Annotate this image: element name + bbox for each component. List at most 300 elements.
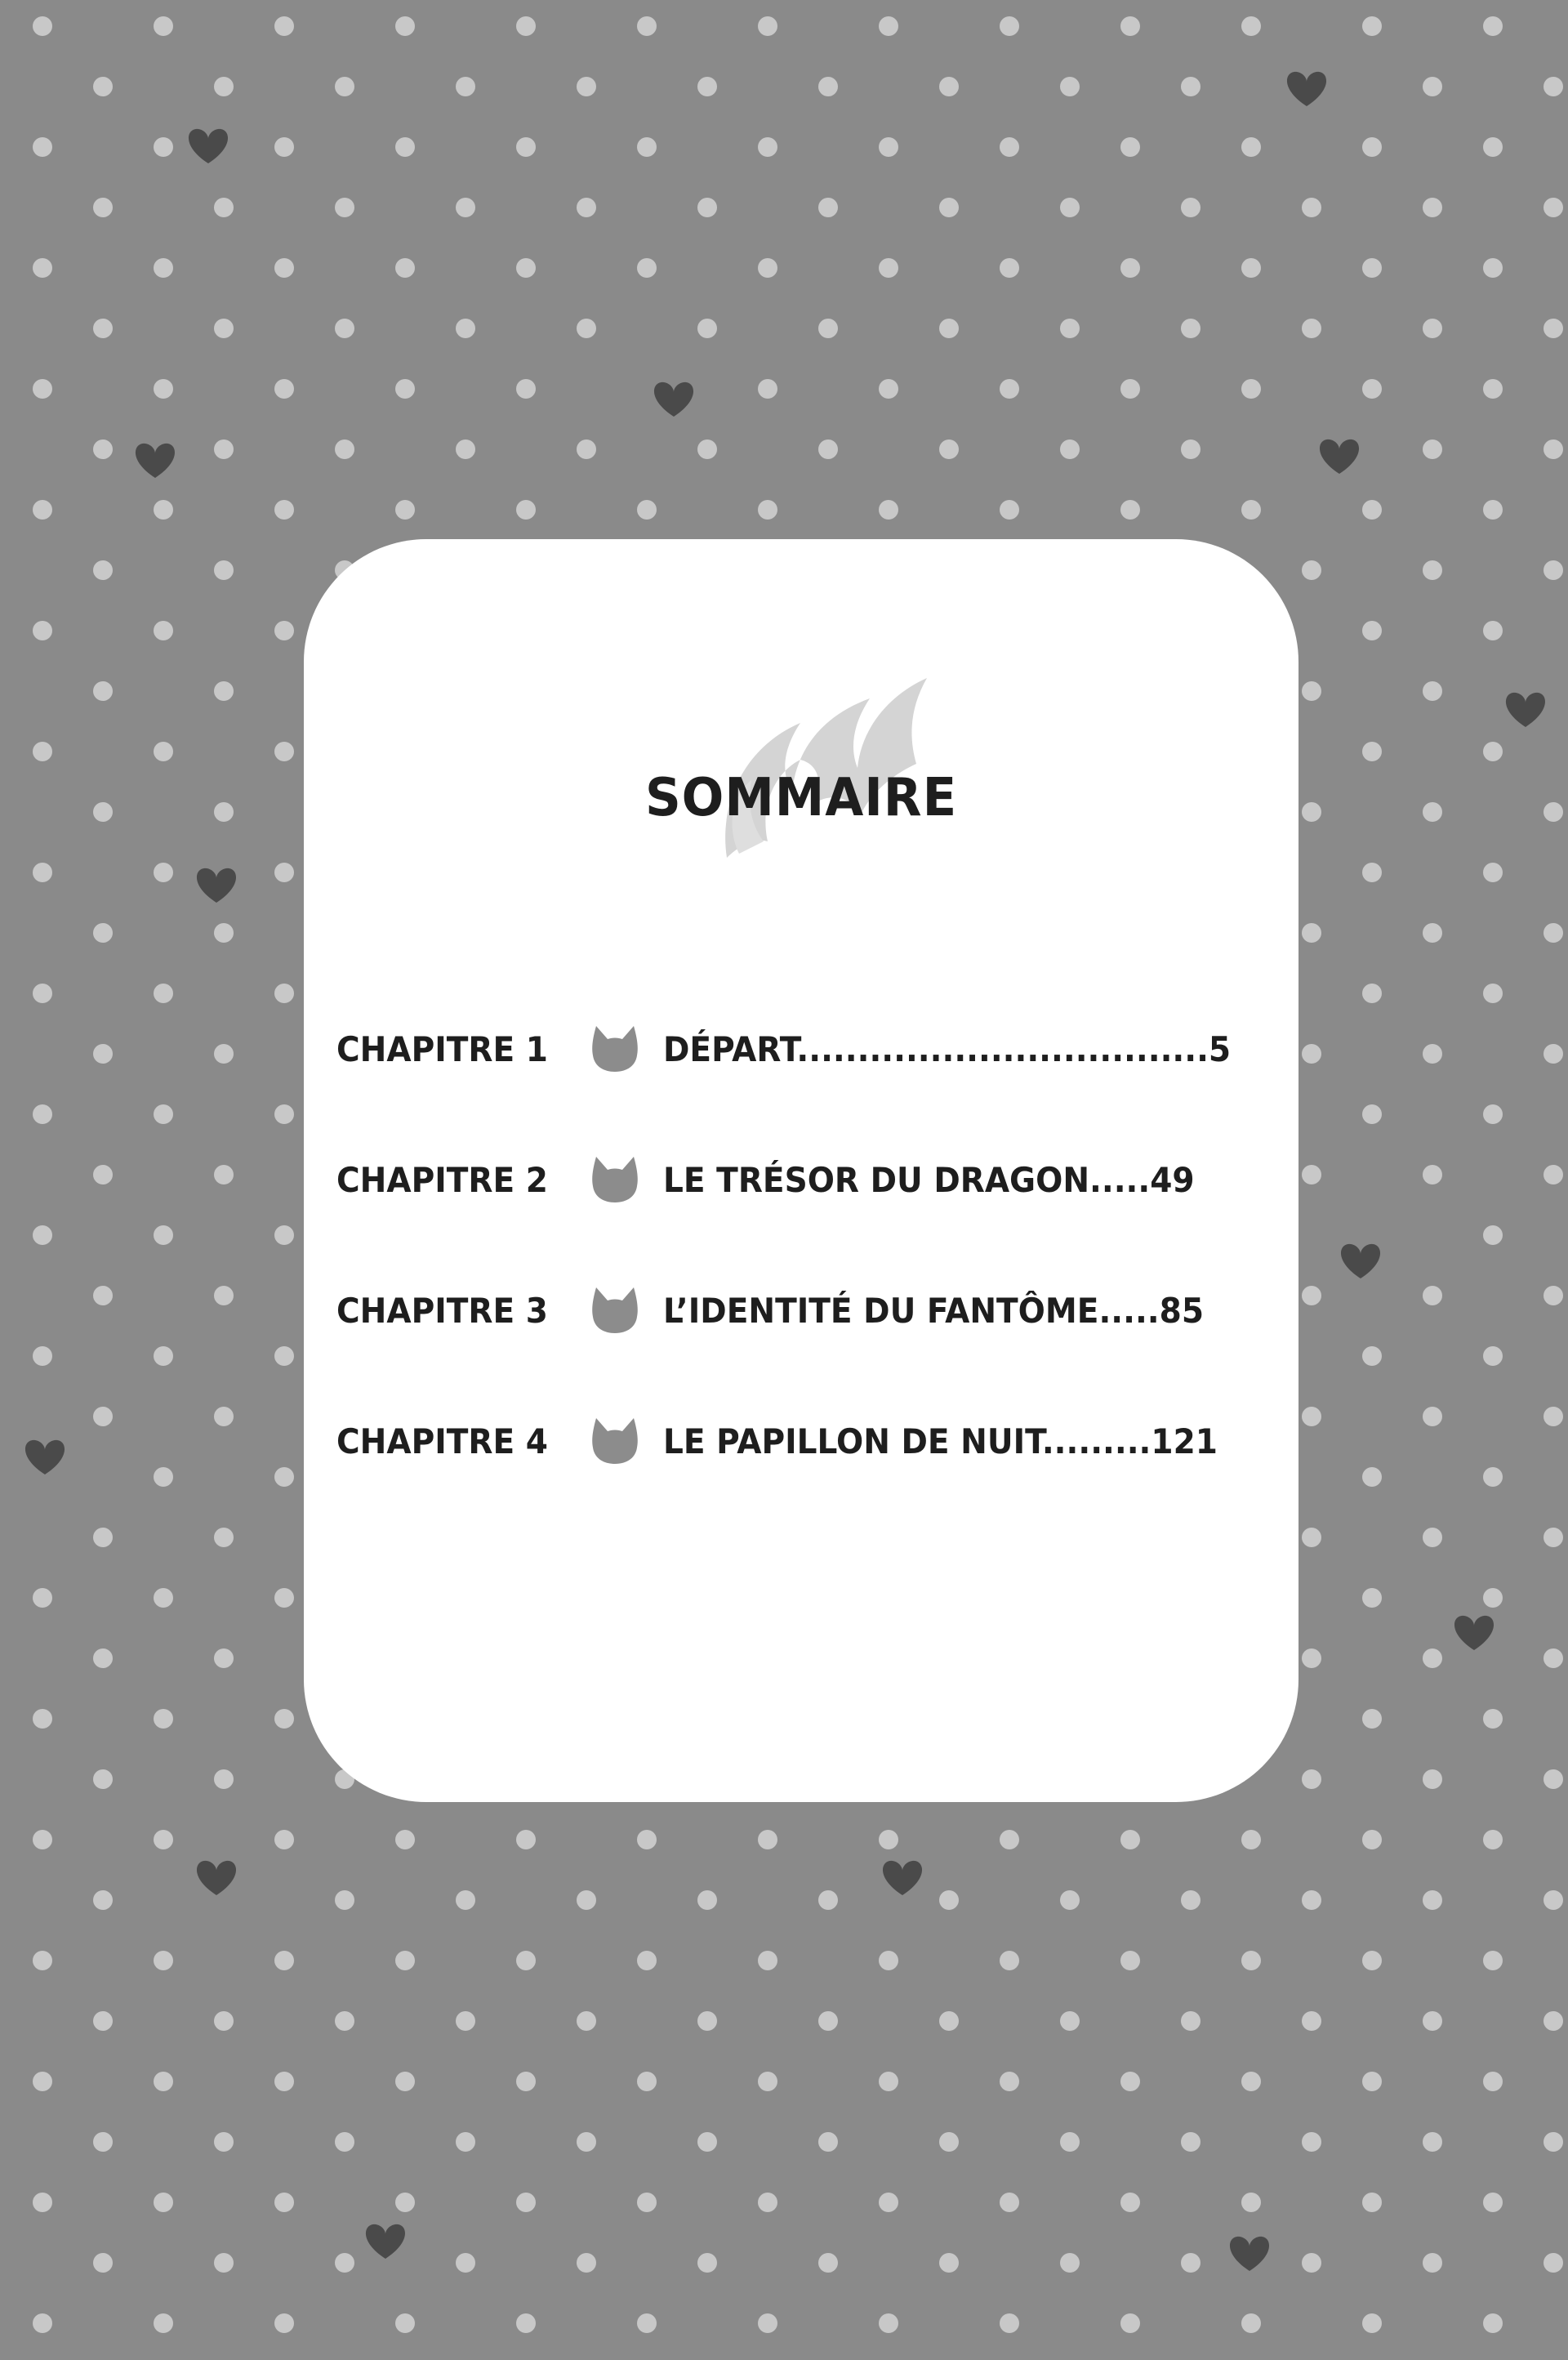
polka-dot: [274, 2072, 294, 2091]
polka-dot: [939, 77, 959, 96]
polka-dot: [335, 198, 354, 217]
polka-dot: [879, 2072, 898, 2091]
polka-dot: [697, 439, 717, 459]
polka-dot: [1423, 1528, 1442, 1547]
polka-dot: [154, 258, 173, 278]
polka-dot: [1181, 319, 1200, 338]
polka-dot: [93, 1890, 113, 1910]
polka-dot: [516, 1830, 536, 1849]
polka-dot: [274, 1951, 294, 1970]
polka-dot: [1423, 77, 1442, 96]
polka-dot: [1544, 1890, 1563, 1910]
polka-dot: [879, 500, 898, 520]
chapter-entry: [663, 1421, 1218, 1461]
polka-dot: [637, 2193, 657, 2212]
polka-dot: [637, 16, 657, 36]
polka-dot: [154, 2193, 173, 2212]
polka-dot: [1120, 2193, 1140, 2212]
polka-dot: [1302, 802, 1321, 822]
heart-icon: [197, 868, 236, 903]
polka-dot: [1483, 1225, 1503, 1245]
polka-dot: [697, 198, 717, 217]
heart-icon: [883, 1861, 922, 1895]
polka-dot: [516, 1951, 536, 1970]
polka-dot: [214, 1286, 234, 1305]
polka-dot: [154, 1346, 173, 1366]
polka-dot: [818, 77, 838, 96]
polka-dot: [335, 1890, 354, 1910]
polka-dot: [33, 1225, 52, 1245]
polka-dot: [214, 1648, 234, 1668]
polka-dot: [214, 681, 234, 701]
polka-dot: [879, 258, 898, 278]
polka-dot: [818, 439, 838, 459]
polka-dot: [1544, 1165, 1563, 1184]
polka-dot: [154, 2072, 173, 2091]
polka-dot: [1423, 802, 1442, 822]
polka-dot: [1483, 1830, 1503, 1849]
polka-dot: [33, 500, 52, 520]
polka-dot: [1483, 621, 1503, 640]
polka-dot: [395, 379, 415, 399]
polka-dot: [1120, 1951, 1140, 1970]
polka-dot: [335, 439, 354, 459]
polka-dot: [214, 560, 234, 580]
polka-dot: [939, 319, 959, 338]
polka-dot: [93, 1648, 113, 1668]
polka-dot: [1302, 2132, 1321, 2152]
polka-dot: [1241, 1951, 1261, 1970]
polka-dot: [1362, 2072, 1382, 2091]
polka-dot: [577, 198, 596, 217]
polka-dot: [93, 1769, 113, 1789]
polka-dot: [697, 2132, 717, 2152]
polka-dot: [1423, 1165, 1442, 1184]
polka-dot: [1060, 2253, 1080, 2273]
polka-dot: [33, 258, 52, 278]
polka-dot: [1544, 1528, 1563, 1547]
polka-dot: [1423, 1769, 1442, 1789]
chapter-number: CHAPITRE 4: [336, 1421, 548, 1461]
polka-dot: [1181, 439, 1200, 459]
polka-dot: [516, 2072, 536, 2091]
polka-dot: [758, 2072, 777, 2091]
heart-icon: [197, 1861, 236, 1895]
polka-dot: [1544, 77, 1563, 96]
polka-dot: [1362, 258, 1382, 278]
polka-dot: [577, 2253, 596, 2273]
cat-head-icon: [591, 1153, 639, 1204]
polka-dot: [214, 2132, 234, 2152]
polka-dot: [1120, 137, 1140, 157]
heart-icon: [1506, 693, 1545, 727]
polka-dot: [154, 863, 173, 882]
polka-dot: [818, 1890, 838, 1910]
polka-dot: [697, 1890, 717, 1910]
page-number: 121: [1151, 1421, 1218, 1461]
polka-dot: [274, 1346, 294, 1366]
polka-dot: [1423, 2132, 1442, 2152]
polka-dot: [1302, 198, 1321, 217]
polka-dot: [879, 1830, 898, 1849]
polka-dot: [818, 2132, 838, 2152]
polka-dot: [1544, 1286, 1563, 1305]
polka-dot: [1181, 2253, 1200, 2273]
polka-dot: [1000, 500, 1019, 520]
polka-dot: [93, 1407, 113, 1426]
polka-dot: [697, 319, 717, 338]
polka-dot: [1302, 2253, 1321, 2273]
polka-dot: [1120, 16, 1140, 36]
polka-dot: [1000, 1951, 1019, 1970]
polka-dot: [1362, 137, 1382, 157]
polka-dot: [214, 2011, 234, 2031]
polka-dot: [93, 560, 113, 580]
polka-dot: [1423, 1407, 1442, 1426]
polka-dot: [1302, 1769, 1321, 1789]
polka-dot: [1423, 2253, 1442, 2273]
polka-dot: [335, 2011, 354, 2031]
polka-dot: [395, 2193, 415, 2212]
polka-dot: [154, 621, 173, 640]
polka-dot: [637, 137, 657, 157]
polka-dot: [33, 1346, 52, 1366]
polka-dot: [637, 2072, 657, 2091]
polka-dot: [33, 379, 52, 399]
polka-dot: [1000, 2072, 1019, 2091]
polka-dot: [395, 1951, 415, 1970]
polka-dot: [33, 1830, 52, 1849]
polka-dot: [93, 1286, 113, 1305]
polka-dot: [1000, 137, 1019, 157]
polka-dot: [274, 1709, 294, 1729]
polka-dot: [1544, 439, 1563, 459]
polka-dot: [1483, 2313, 1503, 2333]
polka-dot: [1302, 1165, 1321, 1184]
polka-dot: [154, 1709, 173, 1729]
polka-dot: [1362, 1951, 1382, 1970]
polka-dot: [456, 2132, 475, 2152]
table-of-contents: [336, 1029, 1266, 1552]
polka-dot: [939, 198, 959, 217]
polka-dot: [577, 77, 596, 96]
polka-dot: [214, 198, 234, 217]
polka-dot: [33, 863, 52, 882]
polka-dot: [1181, 198, 1200, 217]
polka-dot: [758, 2193, 777, 2212]
polka-dot: [214, 1165, 234, 1184]
polka-dot: [1544, 1044, 1563, 1064]
polka-dot: [577, 2132, 596, 2152]
polka-dot: [33, 1104, 52, 1124]
polka-dot: [516, 137, 536, 157]
polka-dot: [335, 2253, 354, 2273]
polka-dot: [818, 2253, 838, 2273]
polka-dot: [214, 439, 234, 459]
polka-dot: [456, 2011, 475, 2031]
toc-row[interactable]: [336, 1291, 1266, 1421]
polka-dot: [1544, 2253, 1563, 2273]
polka-dot: [214, 1769, 234, 1789]
polka-dot: [516, 500, 536, 520]
polka-dot: [274, 1225, 294, 1245]
polka-dot: [939, 1890, 959, 1910]
chapter-title: LE TRÉSOR DU DRAGON: [663, 1160, 1090, 1200]
polka-dot: [154, 2313, 173, 2333]
polka-dot: [1362, 2193, 1382, 2212]
polka-dot: [1241, 2072, 1261, 2091]
polka-dot: [637, 1951, 657, 1970]
polka-dot: [1120, 379, 1140, 399]
chapter-number: CHAPITRE 1: [336, 1029, 548, 1069]
polka-dot: [697, 77, 717, 96]
polka-dot: [1060, 2011, 1080, 2031]
polka-dot: [1241, 1830, 1261, 1849]
polka-dot: [1544, 2132, 1563, 2152]
polka-dot: [1544, 1407, 1563, 1426]
polka-dot: [879, 1951, 898, 1970]
polka-dot: [818, 2011, 838, 2031]
polka-dot: [1302, 1407, 1321, 1426]
polka-dot: [1423, 560, 1442, 580]
polka-dot: [395, 1830, 415, 1849]
polka-dot: [33, 2313, 52, 2333]
polka-dot: [1544, 560, 1563, 580]
polka-dot: [1362, 1830, 1382, 1849]
polka-dot: [214, 77, 234, 96]
polka-dot: [758, 258, 777, 278]
polka-dot: [93, 2132, 113, 2152]
polka-dot: [395, 137, 415, 157]
polka-dot: [1483, 1951, 1503, 1970]
polka-dot: [214, 1407, 234, 1426]
polka-dot: [1423, 1890, 1442, 1910]
polka-dot: [1423, 1286, 1442, 1305]
polka-dot: [1544, 2011, 1563, 2031]
polka-dot: [1120, 258, 1140, 278]
polka-dot: [1060, 198, 1080, 217]
chapter-title: LE PAPILLON DE NUIT: [663, 1421, 1042, 1461]
polka-dot: [214, 1528, 234, 1547]
polka-dot: [154, 1830, 173, 1849]
polka-dot: [1423, 1044, 1442, 1064]
polka-dot: [1181, 1890, 1200, 1910]
polka-dot: [1544, 923, 1563, 943]
polka-dot: [1483, 742, 1503, 761]
polka-dot: [1362, 2313, 1382, 2333]
toc-row[interactable]: [336, 1029, 1266, 1160]
page-number: 49: [1150, 1160, 1195, 1200]
polka-dot: [33, 621, 52, 640]
polka-dot: [879, 2193, 898, 2212]
polka-dot: [1000, 2313, 1019, 2333]
polka-dot: [939, 2253, 959, 2273]
polka-dot: [1362, 984, 1382, 1003]
polka-dot: [1302, 1648, 1321, 1668]
page-title: SOMMAIRE: [644, 768, 958, 828]
polka-dot: [1060, 2132, 1080, 2152]
polka-dot: [274, 258, 294, 278]
heart-icon: [1320, 439, 1359, 474]
polka-dot: [456, 198, 475, 217]
polka-dot: [1000, 2193, 1019, 2212]
heart-icon: [366, 2224, 405, 2259]
polka-dot: [1302, 1044, 1321, 1064]
polka-dot: [274, 379, 294, 399]
polka-dot: [516, 2193, 536, 2212]
polka-dot: [939, 2132, 959, 2152]
toc-row[interactable]: [336, 1160, 1266, 1291]
polka-dot: [154, 500, 173, 520]
polka-dot: [154, 379, 173, 399]
polka-dot: [1362, 1346, 1382, 1366]
heart-icon: [1287, 72, 1326, 106]
polka-dot: [395, 258, 415, 278]
polka-dot: [1362, 1588, 1382, 1608]
polka-dot: [1302, 2011, 1321, 2031]
chapter-entry: [663, 1160, 1195, 1200]
polka-dot: [1483, 984, 1503, 1003]
polka-dot: [33, 1588, 52, 1608]
polka-dot: [1544, 1769, 1563, 1789]
chapter-number: CHAPITRE 2: [336, 1160, 548, 1200]
polka-dot: [93, 77, 113, 96]
polka-dot: [154, 742, 173, 761]
polka-dot: [93, 1044, 113, 1064]
cat-head-icon: [591, 1415, 639, 1466]
polka-dot: [274, 137, 294, 157]
polka-dot: [33, 2193, 52, 2212]
polka-dot: [33, 2072, 52, 2091]
polka-dot: [274, 1467, 294, 1487]
polka-dot: [33, 742, 52, 761]
guild-emblem-icon: [694, 649, 931, 862]
polka-dot: [1241, 258, 1261, 278]
polka-dot: [577, 2011, 596, 2031]
polka-dot: [456, 319, 475, 338]
polka-dot: [758, 379, 777, 399]
polka-dot: [274, 500, 294, 520]
polka-dot: [879, 2313, 898, 2333]
polka-dot: [879, 379, 898, 399]
polka-dot: [1060, 439, 1080, 459]
polka-dot: [274, 16, 294, 36]
heart-icon: [25, 1440, 65, 1474]
polka-dot: [758, 1830, 777, 1849]
polka-dot: [1362, 1709, 1382, 1729]
polka-dot: [93, 2011, 113, 2031]
polka-dot: [1302, 319, 1321, 338]
polka-dot: [214, 1044, 234, 1064]
polka-dot: [1060, 77, 1080, 96]
polka-dot: [1362, 16, 1382, 36]
polka-dot: [1483, 863, 1503, 882]
polka-dot: [1120, 2313, 1140, 2333]
polka-dot: [1060, 319, 1080, 338]
polka-dot: [1120, 2072, 1140, 2091]
contents-card: [304, 539, 1298, 1802]
polka-dot: [1181, 2132, 1200, 2152]
polka-dot: [456, 2253, 475, 2273]
polka-dot: [93, 1528, 113, 1547]
chapter-entry: [663, 1029, 1231, 1069]
heart-icon: [189, 129, 228, 163]
polka-dot: [637, 1830, 657, 1849]
polka-dot: [1423, 439, 1442, 459]
polka-dot: [637, 500, 657, 520]
chapter-title: DÉPART: [663, 1029, 797, 1069]
polka-dot: [33, 1951, 52, 1970]
polka-dot: [395, 16, 415, 36]
polka-dot: [395, 2313, 415, 2333]
polka-dot: [1483, 1588, 1503, 1608]
polka-dot: [1060, 1890, 1080, 1910]
polka-dot: [274, 2313, 294, 2333]
polka-dot: [697, 2011, 717, 2031]
polka-dot: [1362, 863, 1382, 882]
polka-dot: [1362, 379, 1382, 399]
polka-dot: [1544, 802, 1563, 822]
polka-dot: [93, 198, 113, 217]
polka-dot: [1241, 500, 1261, 520]
polka-dot: [154, 16, 173, 36]
polka-dot: [879, 137, 898, 157]
cat-head-icon: [591, 1023, 639, 1073]
chapter-entry: [663, 1291, 1204, 1331]
polka-dot: [1423, 198, 1442, 217]
polka-dot: [93, 2253, 113, 2273]
polka-dot: [1423, 2011, 1442, 2031]
polka-dot: [335, 2132, 354, 2152]
heart-icon: [654, 382, 693, 417]
polka-dot: [1120, 1830, 1140, 1849]
polka-dot: [1000, 258, 1019, 278]
heart-icon: [1341, 1244, 1380, 1278]
polka-dot: [758, 16, 777, 36]
polka-dot: [93, 923, 113, 943]
polka-dot: [697, 2253, 717, 2273]
polka-dot: [456, 1890, 475, 1910]
polka-dot: [939, 439, 959, 459]
polka-dot: [274, 1104, 294, 1124]
polka-dot: [154, 984, 173, 1003]
polka-dot: [154, 1588, 173, 1608]
polka-dot: [274, 621, 294, 640]
polka-dot: [274, 863, 294, 882]
polka-dot: [1241, 2313, 1261, 2333]
polka-dot: [1362, 1467, 1382, 1487]
polka-dot: [154, 137, 173, 157]
polka-dot: [1181, 2011, 1200, 2031]
polka-dot: [1362, 621, 1382, 640]
polka-dot: [758, 1951, 777, 1970]
polka-dot: [1241, 137, 1261, 157]
polka-dot: [1483, 379, 1503, 399]
polka-dot: [33, 1709, 52, 1729]
toc-row[interactable]: [336, 1421, 1266, 1552]
polka-dot: [1362, 1104, 1382, 1124]
polka-dot: [1302, 1286, 1321, 1305]
polka-dot: [516, 2313, 536, 2333]
heart-icon: [1230, 2237, 1269, 2271]
polka-dot: [1544, 1648, 1563, 1668]
chapter-number: CHAPITRE 3: [336, 1291, 548, 1331]
cat-head-icon: [591, 1284, 639, 1335]
polka-dot: [93, 319, 113, 338]
polka-dot: [274, 2193, 294, 2212]
polka-dot: [758, 500, 777, 520]
polka-dot: [577, 319, 596, 338]
